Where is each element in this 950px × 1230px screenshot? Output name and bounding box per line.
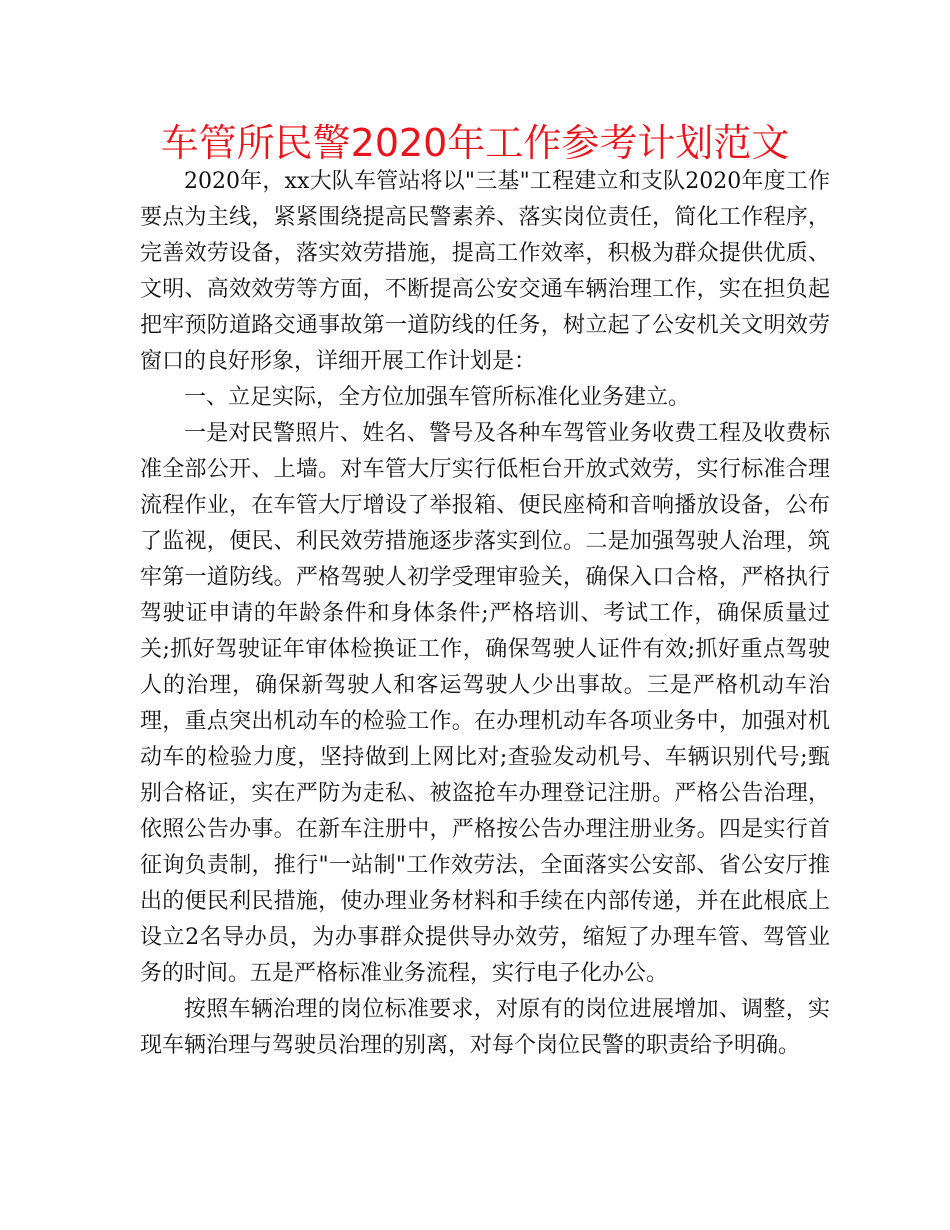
paragraph-positions: 按照车辆治理的岗位标准要求，对原有的岗位进展增加、调整，实现车辆治理与驾驶员治理的别离，对每个岗位民警的职责给予明确。 — [140, 997, 830, 1058]
document-body — [140, 164, 830, 1064]
paragraph-measures: 一是对民警照片、姓名、警号及各种车驾管业务收费工程及收费标准全部公开、上墙。对车管大厅实行低柜台开放式效劳，实行标准合理流程作业，在车管大厅增设了举报箱、便民座椅和音响播放设备，公布了监视，便民、利民效劳措施逐步落实到位。二是加强驾驶人治理，筑牢第一道防线。严格驾驶人初学受理审验关，确保入口合格，严格执行驾驶证申请的年龄条件和身体条件;严格培训、考试工作，确保质量过关;抓好驾驶证年审体检换证工作，确保驾驶人证件有效;抓好重点驾驶人的治理，确保新驾驶人和客运驾驶人少出事故。三是严格机动车治理，重点突出机动车的检验工作。在办理机动车各项业务中，加强对机动车的检验力度，坚持做到上网比对;查验发动机号、车辆识别代号;甄别合格证，实在严防为走私、被盗抢车办理登记注册。严格公告治理，依照公告办事。在新车注册中，严格按公告办理注册业务。四是实行首征询负责制，推行"一站制"工作效劳法，全面落实公安部、省公安厅推出的便民利民措施，使办理业务材料和手续在内部传递，并在此根底上设立2名导办员，为办事群众提供导办效劳，缩短了办理车管、驾管业务的时间。五是严格标准业务流程，实行电子化办公。 — [140, 421, 830, 986]
paragraph-section-heading: 一、立足实际，全方位加强车管所标准化业务建立。 — [184, 385, 691, 410]
paragraph-intro: 2020年，xx大队车管站将以"三基"工程建立和支队2020年度工作要点为主线，紧紧围绕提高民警素养、落实岗位责任，简化工作程序，完善效劳设备，落实效劳措施，提高工作效率，积极为群众提供优质、文明、高效效劳等方面，不断提高公安交通车辆治理工作，实在担负起把牢预防道路交通事故第一道防线的任务，树立起了公安机关文明效劳窗口的良好形象，详细开展工作计划是： — [140, 169, 830, 374]
document-title: 车管所民警2020年工作参考计划范文 — [160, 121, 790, 165]
